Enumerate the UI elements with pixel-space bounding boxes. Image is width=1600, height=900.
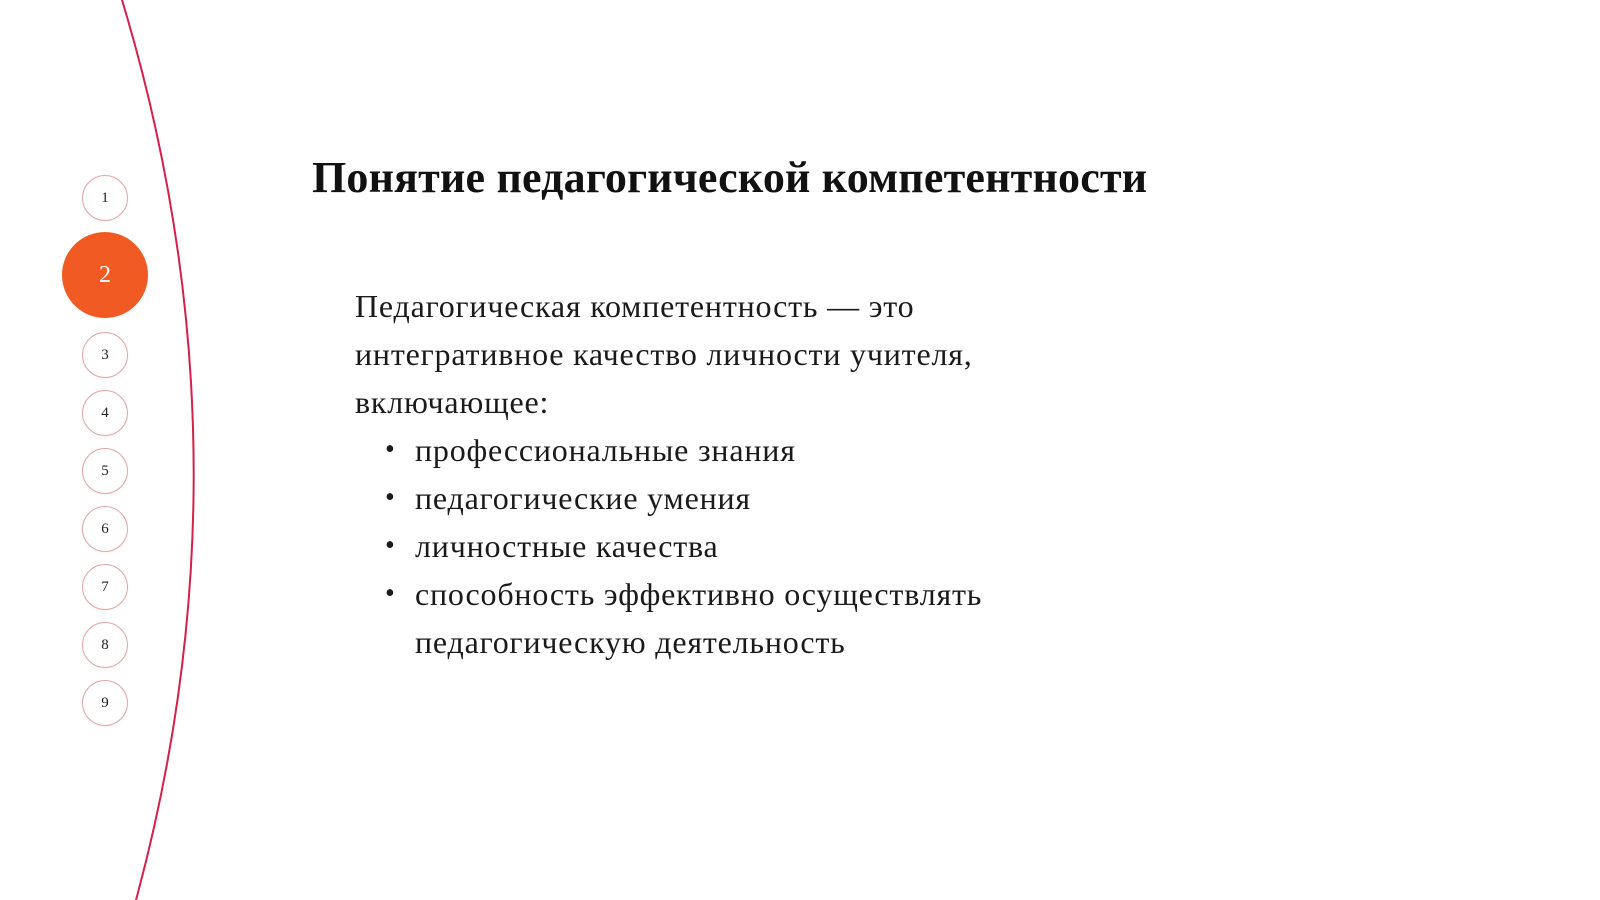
nav-slide-6[interactable]	[82, 506, 128, 552]
bullet-list	[385, 426, 1145, 666]
slide-title: Понятие педагогической компетентности	[312, 153, 1148, 202]
nav-slide-number: 9	[101, 694, 109, 711]
bullet-icon: •	[385, 434, 396, 465]
nav-slide-number: 6	[101, 520, 109, 537]
nav-slide-number: 1	[101, 189, 109, 206]
list-item	[385, 426, 1145, 474]
nav-slide-4[interactable]	[82, 390, 128, 436]
nav-slide-number: 8	[101, 636, 109, 653]
list-item-text: личностные качества	[415, 528, 719, 564]
bullet-icon: •	[385, 482, 396, 513]
bullet-icon: •	[385, 530, 396, 561]
list-item	[385, 522, 1145, 570]
list-item	[385, 570, 1145, 666]
list-item-text: профессиональные знания	[415, 432, 796, 468]
intro-paragraph: Педагогическая компетентность — это интегративное качество личности учителя, включающее:	[355, 288, 973, 420]
nav-slide-2-active[interactable]	[62, 232, 148, 318]
list-item-text: способность эффективно осуществлять педагогическую деятельность	[415, 576, 983, 660]
nav-slide-5[interactable]	[82, 448, 128, 494]
nav-slide-number: 2	[99, 261, 111, 288]
nav-slide-number: 7	[101, 578, 109, 595]
nav-slide-number: 5	[101, 462, 109, 479]
bullet-icon: •	[385, 578, 396, 609]
nav-slide-1[interactable]	[82, 175, 128, 221]
nav-slide-number: 3	[101, 346, 109, 363]
nav-slide-7[interactable]	[82, 564, 128, 610]
nav-slide-number: 4	[101, 404, 109, 421]
list-item-text: педагогические умения	[415, 480, 751, 516]
nav-slide-8[interactable]	[82, 622, 128, 668]
nav-slide-3[interactable]	[82, 332, 128, 378]
list-item	[385, 474, 1145, 522]
nav-slide-9[interactable]	[82, 680, 128, 726]
